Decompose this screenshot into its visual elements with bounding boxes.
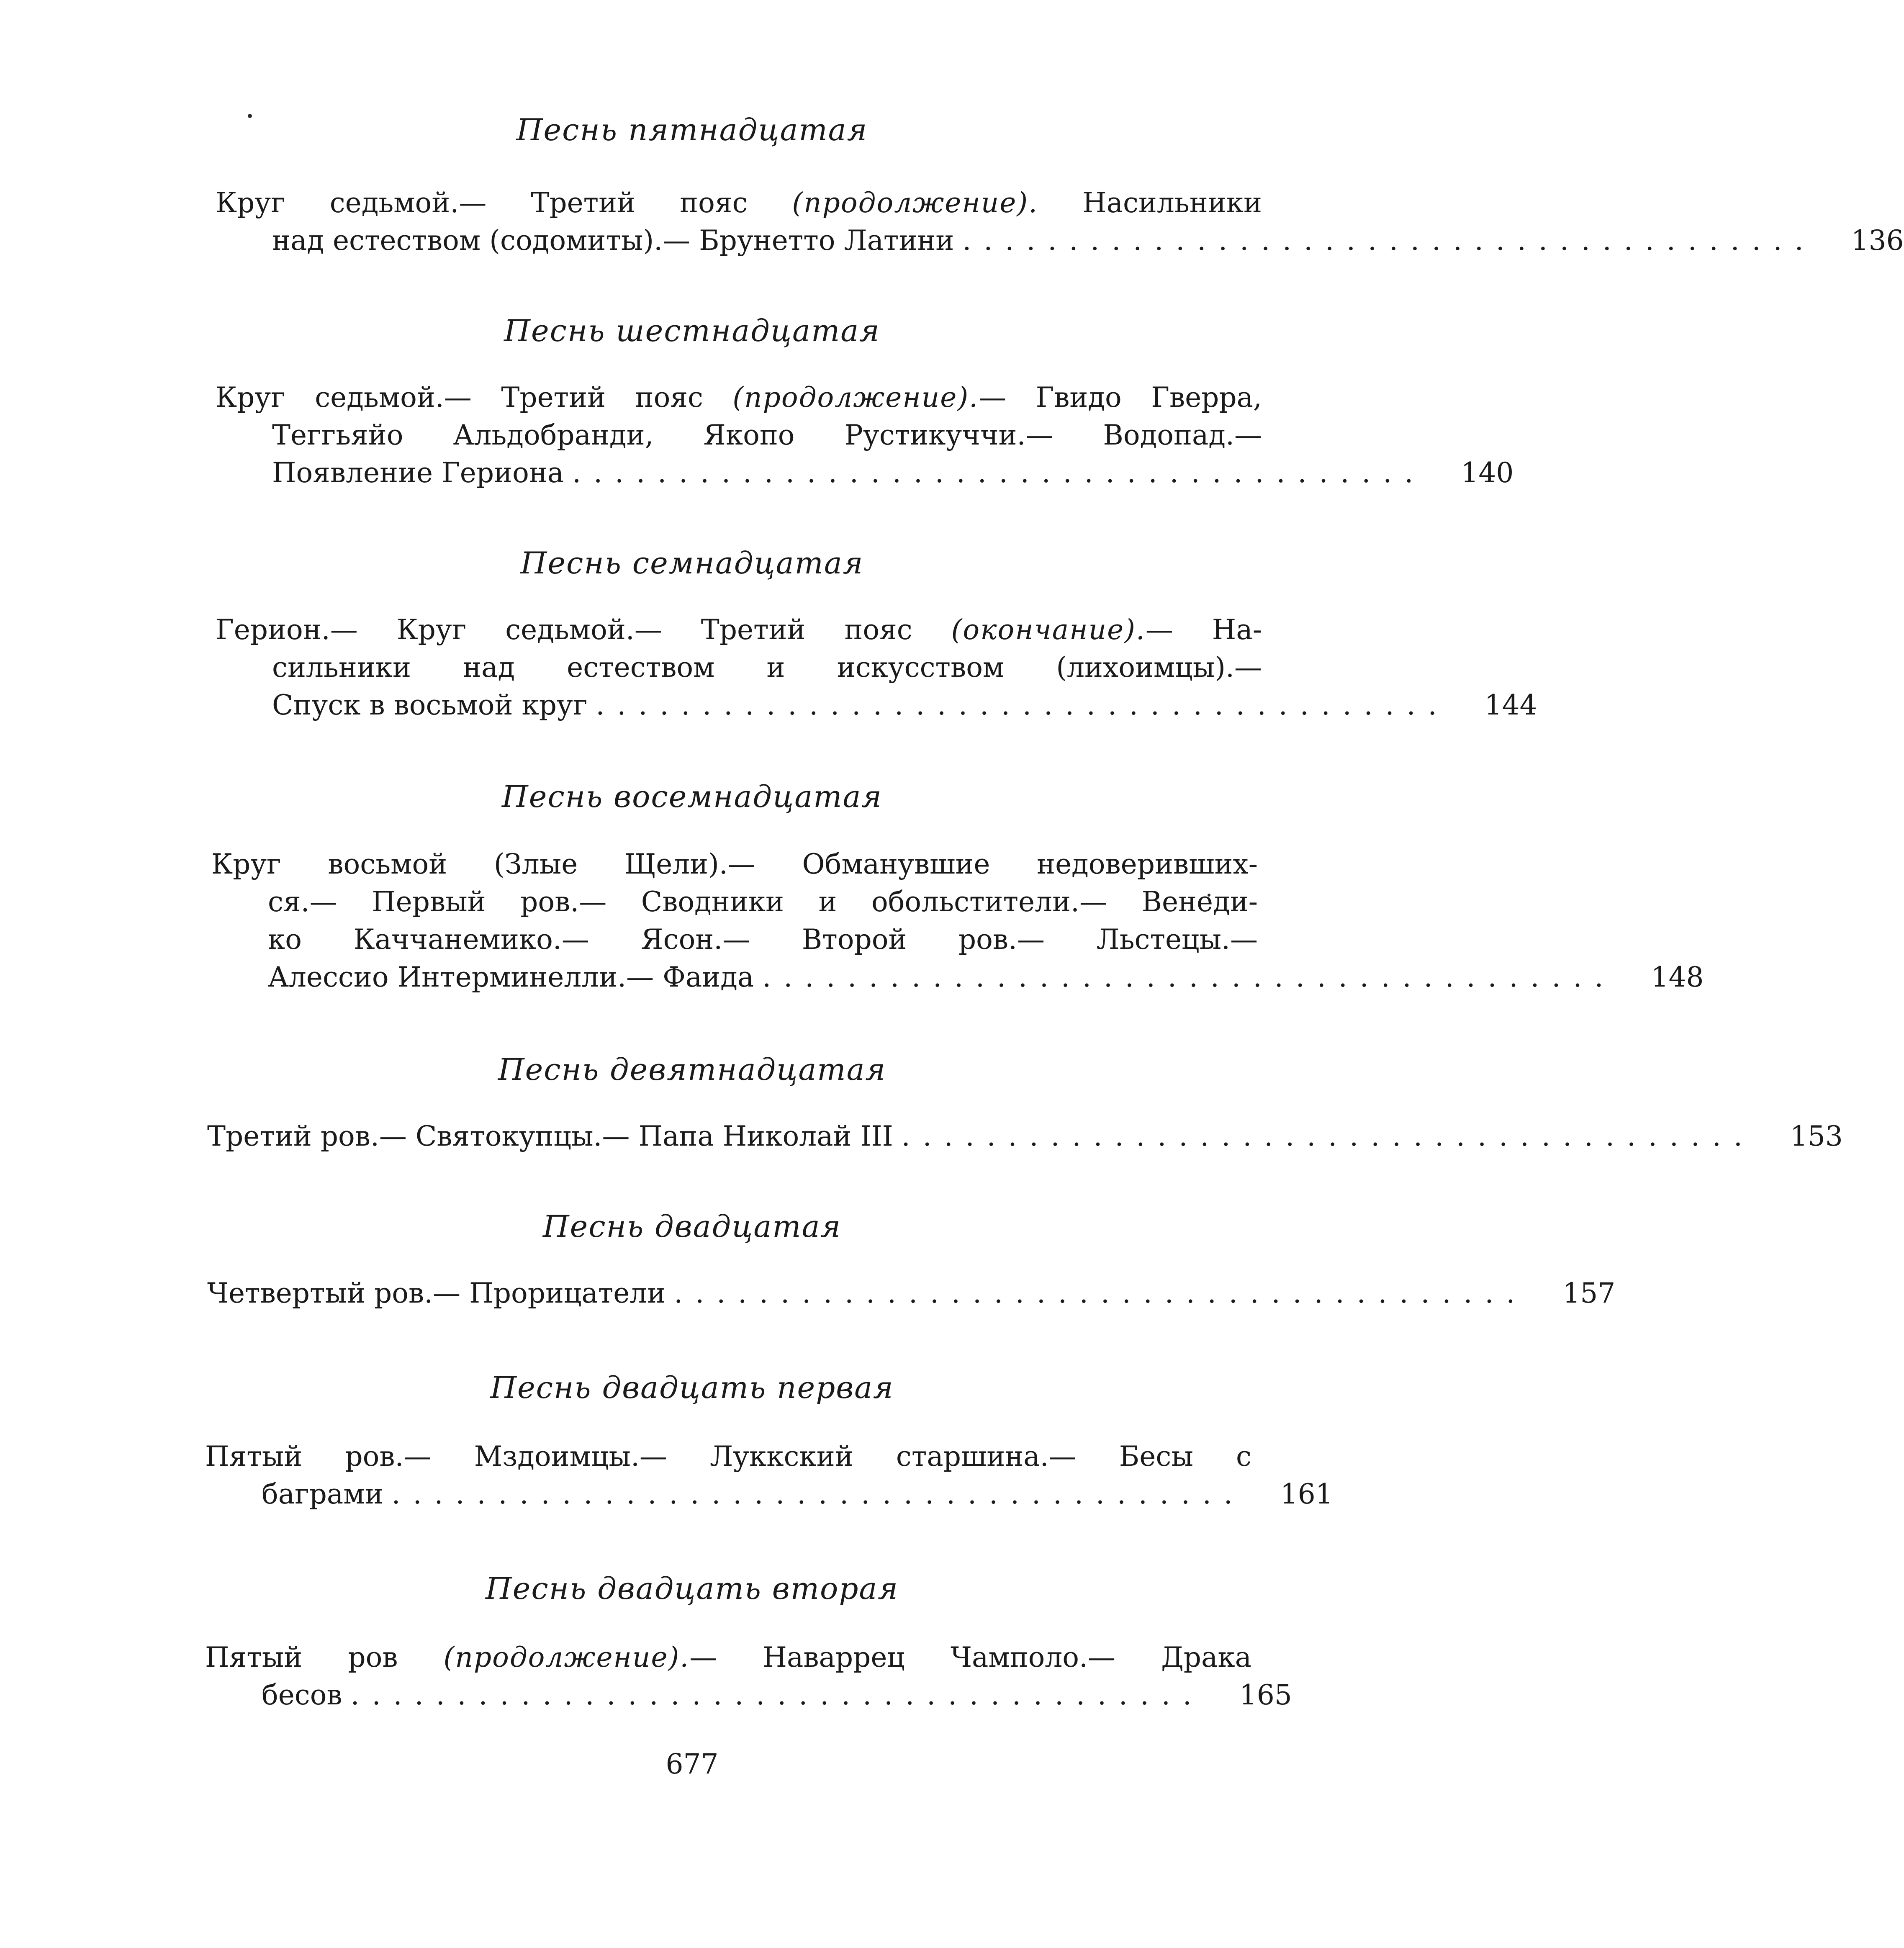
entry-page-number: 165 — [1239, 1679, 1292, 1711]
entry-text-segment: — Гвидо Гверра, — [979, 381, 1262, 414]
entry-line — [216, 649, 1262, 686]
italic-note: (продолжение). — [792, 187, 1038, 219]
entry-line — [205, 1676, 1292, 1714]
entry-line — [211, 959, 1704, 996]
toc-entry — [207, 1275, 1616, 1312]
entry-text-segment: сильники над естеством и искусством (лихоимцы).— — [272, 651, 1262, 684]
entry-text-segment: ся.— Первый ров.— Сводники и обольстители.— Венеди- — [268, 886, 1258, 918]
dot-leader: ........................................ — [596, 689, 1449, 721]
italic-note: (продолжение). — [443, 1641, 690, 1673]
entry-text-segment: Теггьяйо Альдобранди, Якопо Рустикуччи.— Водопад.— — [272, 419, 1262, 451]
canto-heading: Песнь девятнадцатая — [498, 1052, 886, 1087]
entry-text-segment: ко Каччанемико.— Ясон.— Второй ров.— Льстецы.— — [268, 923, 1258, 956]
entry-line — [216, 454, 1514, 492]
toc-entry — [205, 1639, 1292, 1714]
entry-text-segment: Алессио Интерминелли.— Фаида — [268, 961, 754, 993]
canto-heading: Песнь двадцатая — [542, 1209, 842, 1244]
canto-heading: Песнь двадцать вторая — [485, 1571, 899, 1606]
entry-text — [207, 1118, 893, 1155]
entry-text — [262, 1475, 383, 1513]
entry-page-number: 148 — [1651, 961, 1704, 993]
entry-text — [272, 454, 564, 492]
italic-note: (окончание). — [951, 614, 1146, 646]
toc-entry — [216, 611, 1537, 724]
entry-page-number: 153 — [1790, 1120, 1843, 1152]
entry-text-segment: Третий ров.— Святокупцы.— Папа Николай III — [207, 1120, 893, 1152]
entry-line — [205, 1438, 1251, 1475]
entry-page-number: 136 — [1851, 224, 1904, 257]
entry-text-segment: Пятый ров — [205, 1641, 444, 1673]
entry-text — [272, 686, 587, 724]
toc-entry — [207, 1118, 1843, 1155]
canto-heading: Песнь восемнадцатая — [501, 779, 883, 814]
dot-leader: ........................................ — [674, 1277, 1528, 1309]
toc-entry — [216, 184, 1904, 260]
toc-entry — [216, 379, 1514, 492]
entry-page-number: 144 — [1484, 689, 1537, 721]
entry-line — [205, 1639, 1251, 1676]
entry-line — [216, 611, 1262, 649]
entry-text-segment: Круг седьмой.— Третий пояс — [216, 187, 792, 219]
entry-text-segment: — Наваррец Чамполо.— Драка — [689, 1641, 1251, 1673]
entry-text-segment: Спуск в восьмой круг — [272, 689, 588, 721]
entry-line — [211, 883, 1258, 921]
entry-text-segment: Круг восьмой (Злые Щели).— Обманувшие недоверивших- — [211, 848, 1258, 880]
entry-page-number: 161 — [1280, 1478, 1333, 1510]
entry-line — [216, 416, 1262, 454]
entry-text-segment: Четвертый ров.— Прорицатели — [207, 1277, 666, 1309]
entry-line — [211, 846, 1258, 883]
dot-leader: ........................................ — [962, 224, 1816, 257]
entry-line — [205, 1475, 1333, 1513]
entry-line — [216, 379, 1262, 416]
canto-heading: Песнь двадцать первая — [490, 1370, 894, 1405]
dot-leader: ........................................ — [572, 457, 1426, 489]
italic-note: (продолжение). — [732, 381, 979, 414]
entry-text — [272, 222, 954, 260]
canto-heading: Песнь шестнадцатая — [504, 313, 880, 348]
entry-text — [268, 959, 754, 996]
toc-entry — [211, 846, 1704, 996]
entry-line — [207, 1275, 1616, 1312]
entry-line — [216, 184, 1262, 222]
entry-page-number: 140 — [1461, 457, 1514, 489]
entry-text-segment: Появление Гериона — [272, 457, 564, 489]
entry-line — [211, 921, 1258, 959]
entry-text-segment: баграми — [262, 1478, 383, 1510]
entry-text — [207, 1275, 666, 1312]
entry-line — [207, 1118, 1843, 1155]
entry-text-segment: Круг седьмой.— Третий пояс — [216, 381, 733, 414]
entry-text-segment: над естеством (содомиты).— Брунетто Латини — [272, 224, 954, 257]
entry-text-segment: Герион.— Круг седьмой.— Третий пояс — [216, 614, 951, 646]
canto-heading: Песнь семнадцатая — [520, 545, 864, 581]
canto-heading: Песнь пятнадцатая — [516, 112, 868, 147]
dot-leader: ........................................ — [901, 1120, 1755, 1152]
page-number: 677 — [666, 1748, 719, 1780]
entry-text — [262, 1676, 342, 1714]
dot-leader: ........................................ — [350, 1679, 1204, 1711]
entry-page-number: 157 — [1562, 1277, 1616, 1309]
toc-entry — [205, 1438, 1333, 1513]
entry-text-segment: Пятый ров.— Мздоимцы.— Луккский старшина.— Бесы с — [205, 1440, 1251, 1473]
dot-leader: ........................................ — [391, 1478, 1245, 1510]
entry-text-segment: — На- — [1145, 614, 1262, 646]
entry-line — [216, 686, 1537, 724]
entry-text-segment: бесов — [262, 1679, 342, 1711]
entry-line — [216, 222, 1904, 260]
entry-text-segment: Насильники — [1038, 187, 1262, 219]
dot-leader: ........................................ — [762, 961, 1616, 993]
